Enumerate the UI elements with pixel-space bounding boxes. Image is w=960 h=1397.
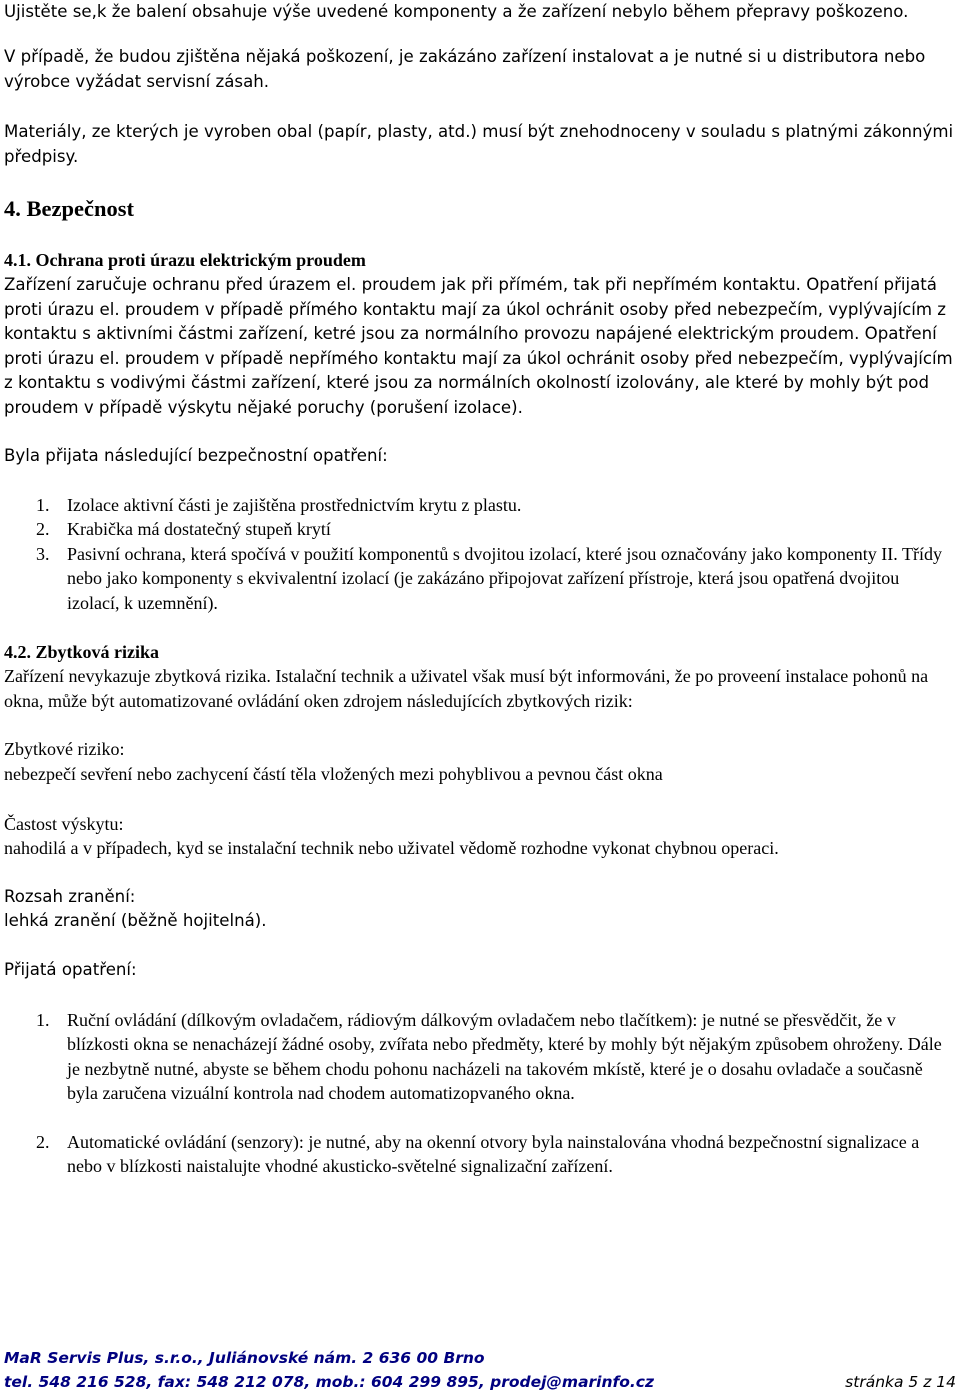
section-4-1-text: Zařízení zaručuje ochranu před úrazem el. proudem jak při přímém, tak při nepřímém kontaktu. Opatření přijatá proti úrazu el. proudem v případě přímého kontaktu mají za úkol ochránit osoby před nebezpečím, vyplývajícím z kontaktu s aktivními částmi zařízení, ketré jsou za normálního provozu napájené elektrickým proudem. Opatření proti úrazu el. proudem v případě nepřímého kontaktu mají za úkol ochránit osoby před nebezpečím, vyplývajícím z kontaktu s vodivými částmi zařízení, které jsou za normálních okolností izolovány, ale které by mohly být pod proudem v případě výskytu nějaké poruchy (porušení izolace). xyxy=(4,275,953,417)
list-text: Ruční ovládání (dílkovým ovladačem, rádiovým dálkovým ovladačem nebo tlačítkem): je nutné se přesvědčit, že v blízkosti okna se nenacházejí žádné osoby, zvířata nebo předměty, které by mohly být nějakým způsobem ohroženy. Dále je nezbytně nutné, abyste se během chodu pohonu nacházeli na takovém mkístě, které je o dosahu ovladače a současně byla zaručena vizuální kontrola nad chodem automatizopvaného okna. xyxy=(67,1010,942,1103)
measure-item xyxy=(36,542,954,615)
list-text: Automatické ovládání (senzory): je nutné, aby na okenní otvory byla nainstalována vhodná bezpečnostní signalizace a nebo v blízkosti naistalujte vhodné akusticko-světelné signalizační zařízení. xyxy=(67,1132,920,1177)
risk-value: nebezpečí sevření nebo zachycení částí těla vložených mezi pohyblivou a pevnou část okna xyxy=(4,764,663,784)
measures-intro: Byla přijata následující bezpečnostní opatření: xyxy=(4,446,388,465)
accepted-measure-item xyxy=(36,1130,954,1179)
list-number: 1. xyxy=(36,495,50,515)
injury-label: Rozsah zranění: xyxy=(4,887,136,906)
list-text: Pasivní ochrana, která spočívá v použití komponentů s dvojitou izolací, které jsou označovány jako komponenty II. Třídy nebo jako komponenty s ekvivalentní izolací (je zakázáno připojovat zařízení přístroje, která jsou opatřená dvojitou izolací, k uzemnění). xyxy=(67,544,942,613)
list-text: Izolace aktivní části je zajištěna prostřednictvím krytu z plastu. xyxy=(67,495,522,515)
risk-label: Zbytkové riziko: xyxy=(4,739,125,759)
frequency-label: Častost výskytu: xyxy=(4,814,124,834)
measure-item xyxy=(36,493,954,517)
paragraph-packaging-check: Ujistěte se,k že balení obsahuje výše uvedené komponenty a že zařízení nebylo během přepravy poškozeno. xyxy=(4,2,909,21)
list-text: Krabička má dostatečný stupeň krytí xyxy=(67,519,331,539)
section-4-2-heading: 4.2. Zbytková rizika xyxy=(4,642,160,662)
list-number: 1. xyxy=(36,1010,50,1030)
frequency-value: nahodilá a v případech, kyd se instalační technik nebo uživatel vědomě rozhodne vykonat chybnou operaci. xyxy=(4,838,779,858)
section-4-heading: 4. Bezpečnost xyxy=(4,196,134,221)
measure-item xyxy=(36,517,954,541)
accepted-measures-label: Přijatá opatření: xyxy=(4,960,137,979)
footer-contact-line xyxy=(4,1373,956,1391)
section-4-2-text: Zařízení nevykazuje zbytková rizika. Istalační technik a uživatel však musí být informováni, že po proveení instalace pohonů na okna, může být automatizované ovládání oken zdrojem následujících zbytkových rizik: xyxy=(4,666,929,711)
accepted-measure-item xyxy=(36,1008,954,1105)
paragraph-materials: Materiály, ze kterých je vyroben obal (papír, plasty, atd.) musí být znehodnoceny v souladu s platnými zákonnými předpisy. xyxy=(4,122,954,166)
list-number: 2. xyxy=(36,519,50,539)
paragraph-damage: V případě, že budou zjištěna nějaká poškození, je zakázáno zařízení instalovat a je nutné si u distributora nebo výrobce vyžádat servisní zásah. xyxy=(4,47,926,91)
footer-contact: tel. 548 216 528, fax: 548 212 078, mob.: 604 299 895, prodej@marinfo.cz xyxy=(4,1373,655,1391)
injury-value: lehká zranění (běžně hojitelná). xyxy=(4,911,267,930)
list-number: 2. xyxy=(36,1132,50,1152)
section-4-1-heading: 4.1. Ochrana proti úrazu elektrickým proudem xyxy=(4,250,366,270)
list-number: 3. xyxy=(36,544,50,564)
footer-company: MaR Servis Plus, s.r.o., Juliánovské nám. 2 636 00 Brno xyxy=(4,1349,485,1367)
page-number: stránka 5 z 14 xyxy=(845,1373,956,1391)
